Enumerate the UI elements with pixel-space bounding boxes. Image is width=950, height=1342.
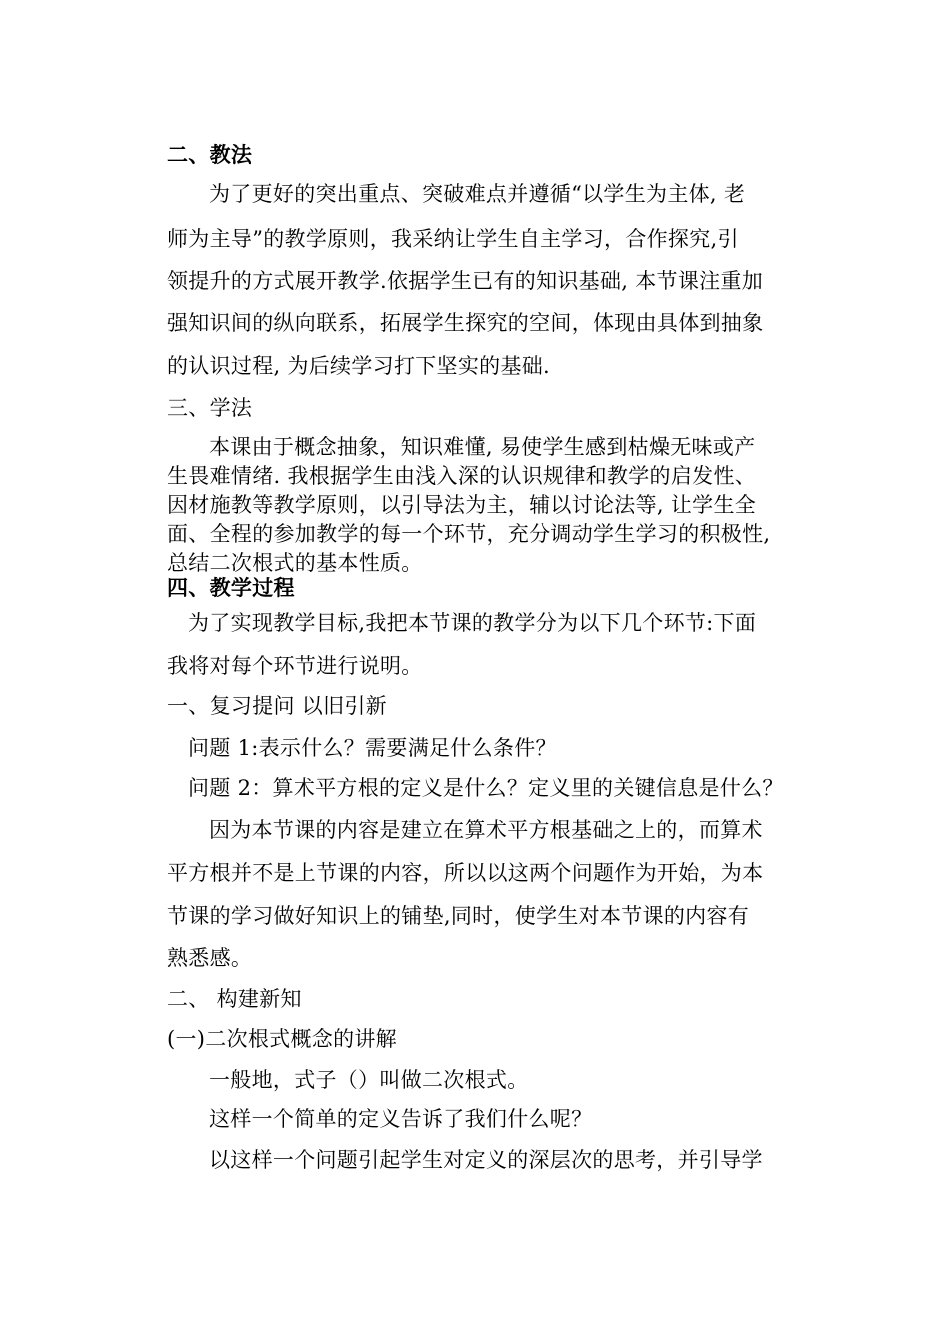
section-review-questions: 一、复习提问 以旧引新 <box>167 694 387 718</box>
paragraph-line: 强知识间的纵向联系，拓展学生探究的空间，体现由具体到抽象 <box>167 311 764 335</box>
paragraph-line: 以这样一个问题引起学生对定义的深层次的思考，并引导学 <box>209 1148 763 1172</box>
paragraph-line: 一般地，式子（）叫做二次根式。 <box>209 1068 529 1092</box>
paragraph-line: 生畏难情绪. 我根据学生由浅入深的认识规律和教学的启发性、 <box>167 464 757 488</box>
paragraph-line: 为了实现教学目标,我把本节课的教学分为以下几个环节:下面 <box>188 611 757 635</box>
heading-teaching-method: 二、教法 <box>167 142 253 167</box>
section-build-new-knowledge: 二、 构建新知 <box>167 987 302 1011</box>
paragraph-line: 面、全程的参加教学的每一个环节，充分调动学生学习的积极性, <box>167 522 771 546</box>
heading-learning-method: 三、学法 <box>167 396 253 420</box>
paragraph-line: 师为主导”的教学原则，我采纳让学生自主学习，合作探究,引 <box>167 227 739 251</box>
paragraph-line: 领提升的方式展开教学.依据学生已有的知识基础, 本节课注重加 <box>167 269 764 293</box>
heading-teaching-process: 四、教学过程 <box>167 575 295 600</box>
paragraph-line: 本课由于概念抽象，知识难懂, 易使学生感到枯燥无味或产 <box>209 435 756 459</box>
paragraph-line: 为了更好的突出重点、突破难点并遵循“以学生为主体, 老 <box>209 182 746 206</box>
paragraph-line: 平方根并不是上节课的内容，所以以这两个问题作为开始，为本 <box>167 861 764 885</box>
paragraph-line: 这样一个简单的定义告诉了我们什么呢？ <box>209 1107 593 1131</box>
paragraph-line: 熟悉感。 <box>167 946 253 970</box>
question-2: 问题 2：算术平方根的定义是什么？定义里的关键信息是什么？ <box>188 776 784 800</box>
question-1: 问题 1:表示什么？需要满足什么条件？ <box>188 736 557 760</box>
paragraph-line: 我将对每个环节进行说明。 <box>167 654 423 678</box>
paragraph-line: 节课的学习做好知识上的铺垫,同时，使学生对本节课的内容有 <box>167 904 750 928</box>
paragraph-line: 总结二次根式的基本性质。 <box>167 551 423 575</box>
paragraph-line: 因材施教等教学原则，以引导法为主，辅以讨论法等, 让学生全 <box>167 493 757 517</box>
paragraph-line: 因为本节课的内容是建立在算术平方根基础之上的，而算术 <box>209 818 763 842</box>
paragraph-line: 的认识过程, 为后续学习打下坚实的基础. <box>167 354 551 378</box>
subsection-concept-explanation: (一)二次根式概念的讲解 <box>167 1027 397 1051</box>
